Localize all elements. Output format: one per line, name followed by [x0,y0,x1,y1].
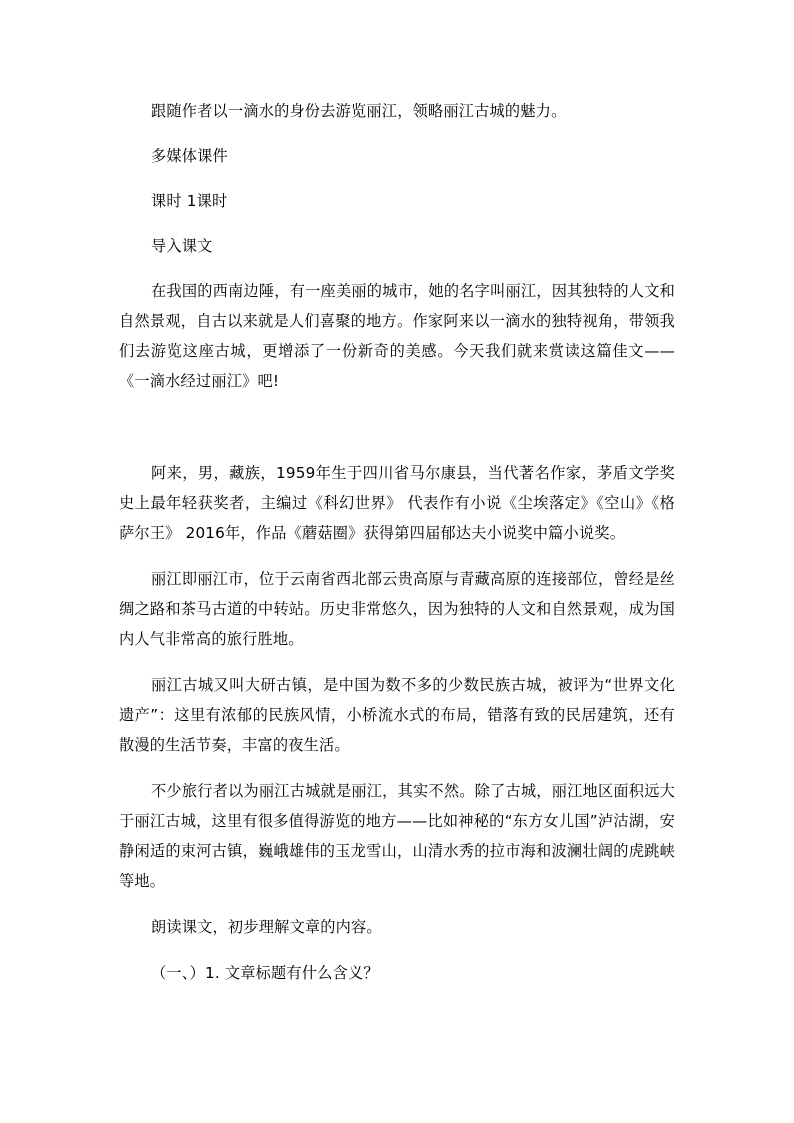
paragraph-intro-text: 在我国的西南边陲，有一座美丽的城市，她的名字叫丽江，因其独特的人文和自然景观，自古以来就是人们喜聚的地方。作家阿来以一滴水的独特视角，带领我们去游览这座古城，更增添了一份新奇的美感。今天我们就来赏读这篇佳文——《一滴水经过丽江》吧! [119,282,675,390]
paragraph-intro-heading: 导入课文 [151,237,213,255]
paragraph-lijiang-city: 丽江即丽江市，位于云南省西北部云贵高原与青藏高原的连接部位，曾经是丝绸之路和茶马古道的中转站。历史非常悠久，因为独特的人文和自然景观，成为国内人气非常高的旅行胜地。 [119,570,675,648]
paragraph-old-town: 丽江古城又叫大研古镇，是中国为数不多的少数民族古城，被评为“世界文化遗产”：这里有浓郁的民族风情，小桥流水式的布局，错落有致的民居建筑，还有散漫的生活节奏，丰富的夜生活。 [119,676,675,754]
paragraph-class-hours: 课时 1课时 [151,192,228,210]
paragraph-reading-task: 朗读课文，初步理解文章的内容。 [151,918,382,936]
paragraph-materials: 多媒体课件 [151,147,228,165]
paragraph-lijiang-region: 不少旅行者以为丽江古城就是丽江，其实不然。除了古城，丽江地区面积远大于丽江古城，这里有很多值得游览的地方——比如神秘的“东方女儿国”泸沽湖，安静闲适的束河古镇，巍峨雄伟的玉龙雪山，山清水秀的拉市海和波澜壮阔的虎跳峡等地。 [119,782,675,890]
paragraph-question-1: （一、）1. 文章标题有什么含义？ [151,964,379,982]
paragraph-goal: 跟随作者以一滴水的身份去游览丽江，领略丽江古城的魅力。 [151,102,567,120]
document-body [119,96,675,988]
paragraph-author-bio: 阿来，男，藏族，1959年生于四川省马尔康县，当代著名作家，茅盾文学奖史上最年轻获奖者，主编过《科幻世界》 代表作有小说《尘埃落定》《空山》《格萨尔王》 2016年，作品《蘑菇圈》获得第四届郁达夫小说奖中篇小说奖。 [119,464,675,542]
